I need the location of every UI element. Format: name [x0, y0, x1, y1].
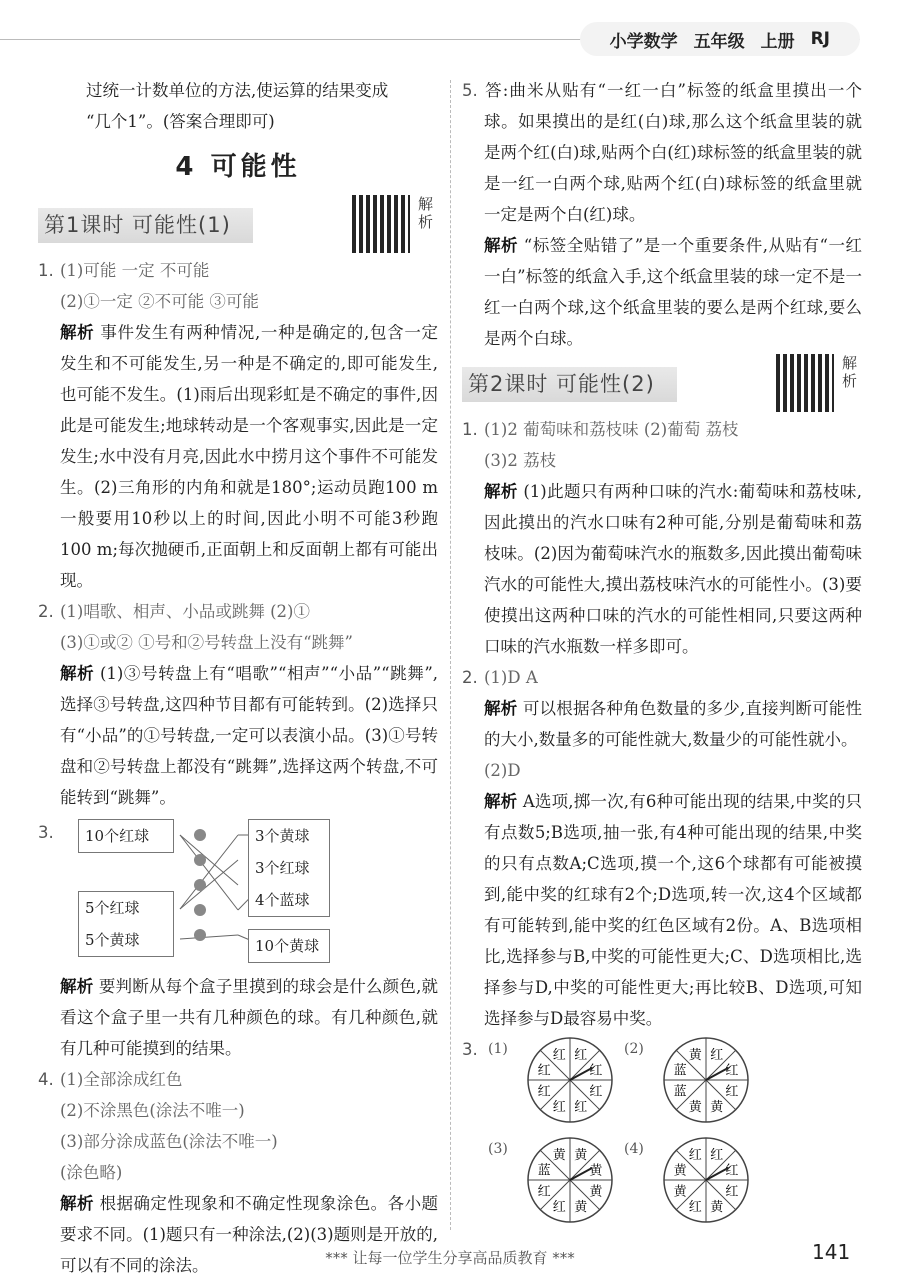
dial-label: (1)	[488, 1041, 508, 1057]
chapter-title: 4 可能性	[175, 152, 301, 182]
spinner-sector-label: 红	[589, 1084, 603, 1100]
spinner-sector-label: 黄	[574, 1148, 588, 1164]
q-number: 2.	[462, 668, 478, 687]
box-b	[78, 891, 174, 957]
spinner-sector-label: 红	[552, 1099, 566, 1115]
spinner-sector-label: 黄	[673, 1163, 687, 1179]
answer-line: (3)2 荔枝	[484, 451, 557, 470]
dial-label: (4)	[624, 1141, 644, 1157]
match-dot	[194, 854, 206, 866]
answer-line: (2)D	[484, 761, 521, 780]
box-text: 3个黄球	[255, 827, 310, 845]
analysis-label: 解析	[60, 664, 95, 683]
question-2	[38, 596, 438, 813]
qr-label: 解析	[842, 354, 858, 390]
analysis-label: 解析	[484, 236, 519, 255]
grade: 五年级	[693, 31, 745, 52]
spinner-sector-label: 黄	[589, 1184, 603, 1200]
question-r1	[462, 414, 862, 662]
answer-line: (1)D A	[484, 668, 538, 687]
answer-line: (3)①或② ①号和②号转盘上没有“跳舞”	[60, 633, 353, 652]
page-header	[580, 22, 860, 56]
analysis-text: 可以根据各种角色数量的多少,直接判断可能性的大小,数量多的可能性就大,数量少的可能性就小。	[484, 699, 863, 749]
spinner-sector-label: 黄	[673, 1184, 687, 1200]
answer-line: (1)2 葡萄味和荔枝味 (2)葡萄 荔枝	[484, 420, 739, 439]
analysis-label: 解析	[60, 977, 94, 996]
edition: RJ	[810, 29, 830, 49]
spinner-sector-label: 红	[574, 1099, 588, 1115]
box-text: 3个红球	[255, 859, 310, 877]
dial-label: (2)	[624, 1041, 644, 1057]
spinner-sector-label: 黄	[552, 1148, 566, 1164]
qr-code-icon[interactable]	[352, 195, 410, 253]
spinner-dials	[462, 1034, 862, 1234]
spinner-3	[524, 1134, 616, 1226]
spinner-sector-label: 红	[552, 1048, 566, 1064]
analysis-label: 解析	[484, 699, 518, 718]
footer-slogan: *** 让每一位学生分享高品质教育 ***	[325, 1249, 575, 1267]
q-number: 1.	[462, 420, 478, 439]
spinner-sector-label: 黄	[710, 1099, 724, 1115]
intro-line-2: “几个1”。(答案合理即可)	[86, 112, 275, 131]
answer-line: (2)不涂黑色(涂法不唯一)	[60, 1101, 245, 1120]
spinner-sector-label: 黄	[589, 1163, 603, 1179]
spinner-sector-label: 黄	[710, 1199, 724, 1215]
spinner-sector-label: 红	[688, 1199, 702, 1215]
box-a	[78, 819, 174, 853]
match-dot	[194, 929, 206, 941]
spinner-sector-label: 红	[725, 1063, 739, 1079]
right-column	[462, 75, 862, 1234]
analysis-text: (1)③号转盘上有“唱歌”“相声”“小品”“跳舞”,选择③号转盘,这四种节目都有可能转到。(2)选择只有“小品”的①号转盘,一定可以表演小品。(3)①号转盘和②号转盘上都没有“跳舞”,选择这两个转盘,不可能转到“跳舞”。	[60, 664, 439, 807]
qr-label: 解析	[418, 195, 434, 231]
question-3	[38, 817, 438, 1064]
q-number: 1.	[38, 261, 54, 280]
left-column	[38, 75, 438, 1281]
box-d	[248, 929, 330, 963]
spinner-sector-label: 红	[710, 1048, 724, 1064]
analysis-text: “标签全贴错了”是一个重要条件,从贴有“一红一白”标签的纸盒入手,这个纸盒里装的球一定不是一红一白两个球,这个纸盒里装的要么是两个红球,要么是两个白球。	[484, 236, 862, 348]
answer-line: (1)全部涂成红色	[60, 1070, 183, 1089]
answer-line: (3)部分涂成蓝色(涂法不唯一)	[60, 1132, 278, 1151]
box-text: 10个红球	[85, 827, 150, 845]
page-number: 141	[812, 1240, 851, 1264]
analysis-text: 事件发生有两种情况,一种是确定的,包含一定发生和不可能发生,另一种是不确定的,即可能发生,也可能不发生。(1)雨后出现彩虹是不确定的事件,因此是可能发生;地球转动是一个客观事实,因此是一定发生;水中没有月亮,因此水中捞月这个事件不可能发生。(2)三角形的内角和就是180°;运动员跑100 m一般要用10秒以上的时间,因此小明不可能3秒跑100 m;每次抛硬币,正面朝上和反面朝上都有可能出现。	[60, 323, 438, 590]
spinner-sector-label: 黄	[574, 1199, 588, 1215]
analysis-label: 解析	[60, 323, 95, 342]
spinner-sector-label: 红	[725, 1084, 739, 1100]
spinner-sector-label: 红	[537, 1084, 551, 1100]
q-number: 5.	[462, 81, 478, 100]
box-c	[248, 819, 330, 917]
dial-label: (3)	[488, 1141, 508, 1157]
question-r2	[462, 662, 862, 1034]
matching-diagram	[38, 817, 438, 967]
q-number: 3.	[38, 823, 54, 842]
spinner-sector-label: 黄	[688, 1099, 702, 1115]
question-r3	[462, 1034, 862, 1234]
question-5	[462, 75, 862, 354]
box-text: 10个黄球	[255, 937, 320, 955]
answer-text: 答:曲米从贴有“一红一白”标签的纸盒里摸出一个球。如果摸出的是红(白)球,那么这个纸盒里装的就是两个红(白)球,贴两个白(红)球标签的纸盒里装的就是一红一白两个球,贴两个红(白)球标签的纸盒里就一定是两个白(红)球。	[484, 81, 862, 224]
spinner-sector-label: 红	[725, 1184, 739, 1200]
spinner-sector-label: 红	[710, 1148, 724, 1164]
lesson-2-title: 第2课时 可能性(2)	[462, 367, 677, 402]
spinner-sector-label: 红	[574, 1048, 588, 1064]
answer-line: (1)唱歌、相声、小品或跳舞 (2)①	[60, 602, 310, 621]
column-divider	[450, 80, 451, 1230]
analysis-text: (1)此题只有两种口味的汽水:葡萄味和荔枝味,因此摸出的汽水口味有2种可能,分别是葡萄味和荔枝味。(2)因为葡萄味汽水的瓶数多,因此摸出葡萄味汽水的可能性大,摸出荔枝味汽水的可能性小。(3)要使摸出这两种口味的汽水的可能性相同,只要这两种口味的汽水瓶数一样多即可。	[484, 482, 862, 656]
lesson-1-banner	[38, 195, 438, 255]
match-dot	[194, 829, 206, 841]
subject: 小学数学	[609, 31, 678, 52]
spinner-2	[660, 1034, 752, 1126]
analysis-label: 解析	[60, 1194, 94, 1213]
spinner-sector-label: 红	[589, 1063, 603, 1079]
spinner-1	[524, 1034, 616, 1126]
volume: 上册	[760, 31, 795, 52]
match-dot	[194, 904, 206, 916]
answer-line: (1)可能 一定 不可能	[60, 261, 210, 280]
analysis-text: 根据确定性现象和不确定性现象涂色。各小题要求不同。(1)题只有一种涂法,(2)(3)题则是开放的,可以有不同的涂法。	[60, 1194, 439, 1275]
spinner-sector-label: 黄	[688, 1048, 702, 1064]
box-text: 5个红球	[85, 899, 140, 917]
match-dot	[194, 879, 206, 891]
q-number: 4.	[38, 1070, 54, 1089]
spinner-sector-label: 蓝	[537, 1163, 551, 1179]
box-text: 4个蓝球	[255, 891, 310, 909]
analysis-text: A选项,掷一次,有6种可能出现的结果,中奖的只有点数5;B选项,抽一张,有4种可能出现的结果,中奖的只有点数A;C选项,摸一个,这6个球都有可能被摸到,能中奖的红球有2个;D选项,转一次,这4个区域都有可能转到,能中奖的红色区域有2份。A、B选项相比,选择参与B,中奖的可能性更大;C、D选项相比,选择参与D,中奖的可能性更大;再比较B、D选项,可知选择参与D最容易中奖。	[484, 792, 863, 1028]
answer-line: (2)①一定 ②不可能 ③可能	[60, 292, 259, 311]
spinner-4	[660, 1134, 752, 1226]
spinner-sector-label: 红	[537, 1184, 551, 1200]
analysis-text: 要判断从每个盒子里摸到的球会是什么颜色,就看这个盒子里一共有几种颜色的球。有几种颜色,就有几种可能摸到的结果。	[60, 977, 439, 1058]
box-text: 5个黄球	[85, 931, 140, 949]
spinner-sector-label: 红	[552, 1199, 566, 1215]
lesson-1-title: 第1课时 可能性(1)	[38, 208, 253, 243]
spinner-sector-label: 红	[537, 1063, 551, 1079]
answer-line: (涂色略)	[60, 1163, 123, 1182]
intro-line-1: 过统一计数单位的方法,使运算的结果变成	[86, 81, 389, 100]
q-number: 3.	[462, 1040, 478, 1059]
spinner-sector-label: 红	[688, 1148, 702, 1164]
analysis-label: 解析	[484, 792, 518, 811]
spinner-sector-label: 红	[725, 1163, 739, 1179]
q-number: 2.	[38, 602, 54, 621]
analysis-label: 解析	[484, 482, 518, 501]
question-1	[38, 255, 438, 596]
spinner-sector-label: 蓝	[673, 1063, 687, 1079]
lesson-2-banner	[462, 354, 862, 414]
qr-code-icon[interactable]	[776, 354, 834, 412]
spinner-sector-label: 蓝	[673, 1084, 687, 1100]
